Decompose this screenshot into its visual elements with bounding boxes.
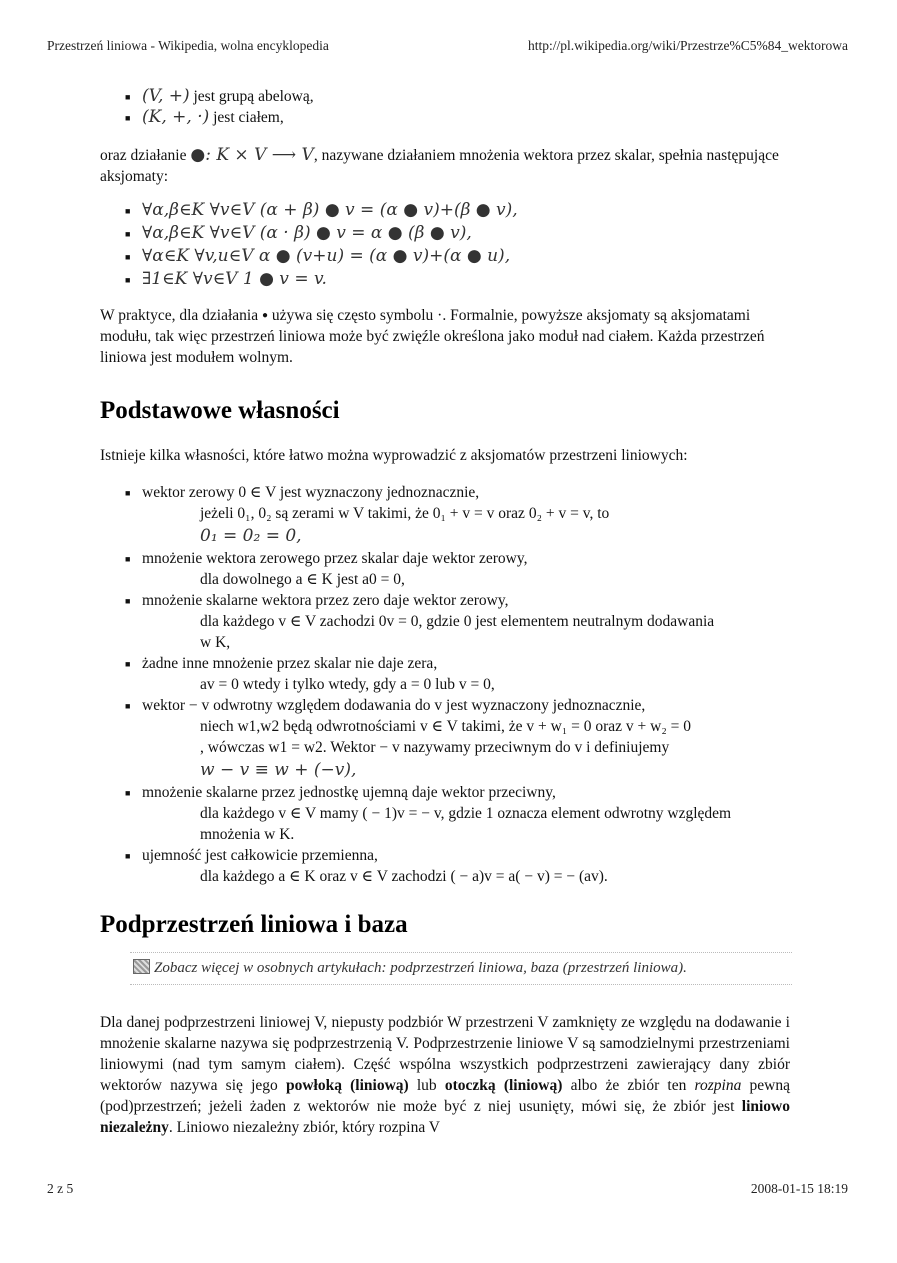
property-detail: dla każdego a ∈ K oraz v ∈ V zachodzi ( − a)v = a( − v) = − (av). [200, 868, 608, 885]
property-detail: av = 0 wtedy i tylko wtedy, gdy a = 0 lub v = 0, [200, 676, 495, 693]
italic-term: rozpina [694, 1077, 742, 1094]
paragraph-operation [100, 145, 790, 187]
math-expression: (K, +, ·) [142, 107, 210, 127]
paragraph-text: , nazywane działaniem mnożenia wektora przez skalar, spełnia następujące aksjomaty: [100, 147, 779, 185]
page-number: 2 z 5 [47, 1181, 74, 1196]
list-item-text: jest ciałem, [209, 109, 284, 126]
property-title: ■ żadne inne mnożenie przez skalar nie daje zera, [142, 655, 438, 672]
property-title: ■ mnożenie skalarne przez jednostkę ujemną daje wektor przeciwny, [142, 784, 556, 801]
property-detail: dla dowolnego a ∈ K jest a0 = 0, [200, 571, 405, 588]
axiom-item [125, 245, 790, 268]
property-detail: w K, [200, 634, 231, 651]
intro-list [125, 86, 790, 128]
list-item [125, 107, 790, 128]
axiom-item [125, 222, 790, 245]
axiom-item [125, 268, 790, 291]
see-also-text[interactable]: Zobacz więcej w osobnych artykułach: podprzestrzeń liniowa, baza (przestrzeń liniowa). [154, 960, 687, 976]
property-item [125, 782, 790, 845]
article-content [100, 86, 790, 1138]
paragraph-text: lub [408, 1077, 445, 1094]
print-datetime: 2008-01-15 18:19 [750, 1181, 848, 1196]
property-title: ■ mnożenie wektora zerowego przez skalar daje wektor zerowy, [142, 550, 528, 567]
property-detail: dla każdego v ∈ V mamy ( − 1)v = − v, gdzie 1 oznacza element odwrotny względem [200, 805, 732, 822]
section-intro: Istnieje kilka własności, które łatwo można wyprowadzić z aksjomatów przestrzeni liniowych: [100, 447, 688, 464]
paragraph-text: . Liniowo niezależny zbiór, który rozpina V [168, 1119, 440, 1136]
paragraph-text: albo że zbiór ten [562, 1077, 695, 1094]
property-detail: dla każdego v ∈ V zachodzi 0v = 0, gdzie 0 jest elementem neutralnym dodawania [200, 613, 715, 630]
list-item [125, 86, 790, 107]
property-detail: niech w1,w2 będą odwrotnościami v ∈ V takimi, że v + w₁ = 0 oraz v + w₂ = 0 [200, 718, 692, 735]
property-formula: w − v ≡ w + (−v), [200, 760, 357, 780]
list-item-text: jest grupą abelową, [189, 88, 314, 105]
section-heading-basic-properties: Podstawowe własności [100, 397, 340, 424]
property-item [125, 653, 790, 695]
math-expression: ●: K × V ⟶ V [190, 145, 314, 165]
bullet-operator-glyph: ● [261, 310, 269, 321]
paragraph-text: pewną (pod)przestrzeń; jeżeli żaden z wektorów nie może być z niej usunięty, mówi się, że zbiór jest [100, 1077, 790, 1115]
property-detail: mnożenia w K. [200, 826, 295, 843]
property-detail: jeżeli 0₁, 0₂ są zerami w V takimi, że 0₁ + v = v oraz 0₂ + v = v, to [200, 505, 610, 522]
see-also-note [130, 952, 792, 985]
axiom-formula: ∀α,β∈K ∀v∈V (α · β) ● v = α ● (β ● v), [142, 223, 472, 243]
axiom-formula: ∀α,β∈K ∀v∈V (α + β) ● v = (α ● v)+(β ● v), [142, 200, 518, 220]
section-heading-subspace: Podprzestrzeń liniowa i baza [100, 911, 408, 938]
axiom-item [125, 199, 790, 222]
axiom-formula: ∀α∈K ∀v,u∈V α ● (v+u) = (α ● v)+(α ● u), [142, 246, 511, 266]
property-item [125, 482, 790, 548]
paragraph-practice [100, 305, 790, 368]
property-formula: 0₁ = 0₂ = 0, [200, 526, 302, 546]
math-expression: (V, +) [142, 86, 190, 106]
bold-term: otoczką (liniową) [444, 1077, 563, 1094]
property-detail: , wówczas w1 = w2. Wektor − v nazywamy przeciwnym do v i definiujemy [200, 739, 670, 756]
paragraph-text: oraz działanie [100, 147, 191, 164]
article-link-icon [133, 959, 150, 974]
bold-term: powłoką (liniową) [285, 1077, 409, 1094]
paragraph-text: używa się często symbolu ·. Formalnie, powyższe aksjomaty są aksjomatami modułu, tak więc przestrzeń liniowa może być zwięźle określona jako moduł nad ciałem. Każda przestrzeń liniowa jest modułem wolnym. [100, 307, 765, 366]
property-item [125, 590, 790, 653]
property-list [125, 482, 790, 887]
axiom-formula: ∃1∈K ∀v∈V 1 ● v = v. [142, 269, 327, 289]
property-item [125, 845, 790, 887]
paragraph-text: Dla danej podprzestrzeni liniowej V, niepusty podzbiór W przestrzeni V zamknięty ze względu na dodawanie i mnożenie skalarne nazywa się podprzestrzenią V. Podprzestrzenie liniowe V są samodzielnymi przestrzeniami liniowymi (nad tym samym ciałem). Część wspólna wszystkich podprzestrzeni zawierający dany zbiór wektorów nazywa się jego [100, 1014, 790, 1094]
property-title: ■ mnożenie skalarne wektora przez zero daje wektor zerowy, [142, 592, 509, 609]
property-title: ■ wektor zerowy 0 ∈ V jest wyznaczony jednoznacznie, [142, 484, 480, 501]
property-title: ■ ujemność jest całkowicie przemienna, [142, 847, 378, 864]
property-title: ■ wektor − v odwrotny względem dodawania do v jest wyznaczony jednoznacznie, [142, 697, 646, 714]
page-header-title: Przestrzeń liniowa - Wikipedia, wolna encyklopedia [47, 38, 329, 53]
property-item [125, 548, 790, 590]
property-item [125, 695, 790, 782]
axiom-list [125, 199, 790, 291]
bold-term: liniowo niezależny [100, 1098, 790, 1136]
paragraph-text: W praktyce, dla działania [100, 307, 262, 324]
page-header-url: http://pl.wikipedia.org/wiki/Przestrze%C5%84_wektorowa [528, 38, 848, 53]
paragraph-subspace [100, 1012, 790, 1138]
